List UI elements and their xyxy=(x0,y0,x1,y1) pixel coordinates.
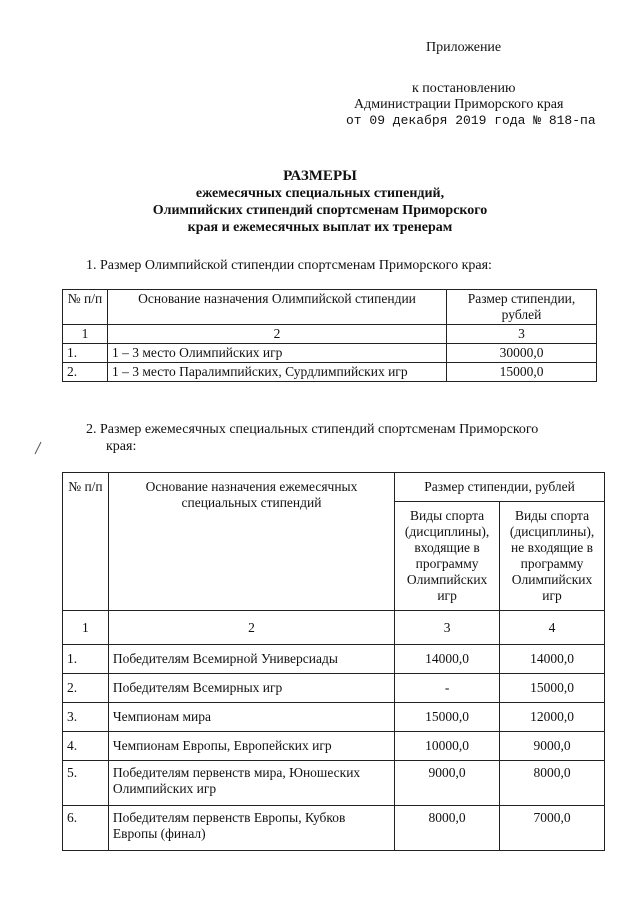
table-row xyxy=(63,674,605,703)
column-number-row xyxy=(63,611,605,645)
column-number-row xyxy=(63,325,597,344)
header-basis: Основание назначения ежемесячных специальных стипендий xyxy=(108,473,394,611)
table-row xyxy=(63,732,605,761)
table-row xyxy=(63,806,605,851)
colnum-2: 2 xyxy=(108,611,394,645)
colnum-1: 1 xyxy=(63,325,108,344)
table-row xyxy=(63,761,605,806)
margin-mark xyxy=(33,441,43,455)
table-header-row xyxy=(63,290,597,325)
section-2-heading-line-1: 2. Размер ежемесячных специальных стипендий спортсменам Приморского xyxy=(86,422,539,437)
title-line-3: края и ежемесячных выплат их тренерам xyxy=(187,220,453,235)
header-basis: Основание назначения Олимпийской стипендии xyxy=(108,290,447,325)
table-row xyxy=(63,703,605,732)
row-basis: Победителям первенств Европы, Кубков Европы (финал) xyxy=(108,806,394,851)
row-basis: Победителям первенств мира, Юношеских Олимпийских игр xyxy=(108,761,394,806)
row-num: 2. xyxy=(63,363,108,382)
header-num: № п/п xyxy=(63,290,108,325)
row-amount: 30000,0 xyxy=(447,344,597,363)
row-basis: 1 – 3 место Паралимпийских, Сурдлимпийских игр xyxy=(108,363,447,382)
row-nonolympic-amount: 14000,0 xyxy=(500,645,605,674)
row-basis: Чемпионам Европы, Европейских игр xyxy=(108,732,394,761)
title-main: РАЗМЕРЫ xyxy=(283,168,357,184)
header-amount: Размер стипендии, рублей xyxy=(395,473,605,502)
section-2-heading-line-2: края: xyxy=(106,439,137,454)
row-olympic-amount: - xyxy=(395,674,500,703)
document-title xyxy=(0,168,640,236)
appendix-resolution: к постановлению xyxy=(412,81,516,96)
row-num: 5. xyxy=(63,761,109,806)
header-amount: Размер стипендии, рублей xyxy=(447,290,597,325)
header-olympic-sports: Виды спорта (дисциплины), входящие в программу Олимпийских игр xyxy=(395,502,500,611)
row-olympic-amount: 10000,0 xyxy=(395,732,500,761)
table-header-row xyxy=(63,473,605,502)
section-2-heading xyxy=(86,421,601,455)
appendix-title: Приложение xyxy=(426,40,502,55)
row-num: 1. xyxy=(63,344,108,363)
row-num: 1. xyxy=(63,645,109,674)
row-nonolympic-amount: 8000,0 xyxy=(500,761,605,806)
row-nonolympic-amount: 7000,0 xyxy=(500,806,605,851)
row-num: 3. xyxy=(63,703,109,732)
colnum-2: 2 xyxy=(108,325,447,344)
row-nonolympic-amount: 12000,0 xyxy=(500,703,605,732)
colnum-3: 3 xyxy=(447,325,597,344)
olympic-stipend-table xyxy=(62,289,597,382)
row-olympic-amount: 15000,0 xyxy=(395,703,500,732)
row-basis: Чемпионам мира xyxy=(108,703,394,732)
title-line-2: Олимпийских стипендий спортсменам Приморского xyxy=(152,203,488,218)
row-basis: Победителям Всемирных игр xyxy=(108,674,394,703)
row-nonolympic-amount: 9000,0 xyxy=(500,732,605,761)
section-1-heading: 1. Размер Олимпийской стипендии спортсменам Приморского края: xyxy=(86,258,492,273)
title-line-1: ежемесячных специальных стипендий, xyxy=(195,186,445,201)
row-num: 4. xyxy=(63,732,109,761)
colnum-1: 1 xyxy=(63,611,109,645)
row-basis: Победителям Всемирной Универсиады xyxy=(108,645,394,674)
row-amount: 15000,0 xyxy=(447,363,597,382)
row-olympic-amount: 14000,0 xyxy=(395,645,500,674)
colnum-4: 4 xyxy=(500,611,605,645)
table-row xyxy=(63,344,597,363)
row-olympic-amount: 8000,0 xyxy=(395,806,500,851)
row-basis: 1 – 3 место Олимпийских игр xyxy=(108,344,447,363)
row-nonolympic-amount: 15000,0 xyxy=(500,674,605,703)
table-row xyxy=(63,363,597,382)
appendix-date-stamp: от 09 декабря 2019 года № 818-па xyxy=(346,113,596,128)
row-olympic-amount: 9000,0 xyxy=(395,761,500,806)
header-num: № п/п xyxy=(63,473,109,611)
header-nonolympic-sports: Виды спорта (дисциплины), не входящие в программу Олимпийских игр xyxy=(500,502,605,611)
row-num: 2. xyxy=(63,674,109,703)
row-num: 6. xyxy=(63,806,109,851)
special-stipend-table xyxy=(62,472,605,851)
colnum-3: 3 xyxy=(395,611,500,645)
appendix-authority: Администрации Приморского края xyxy=(354,97,564,112)
table-row xyxy=(63,645,605,674)
